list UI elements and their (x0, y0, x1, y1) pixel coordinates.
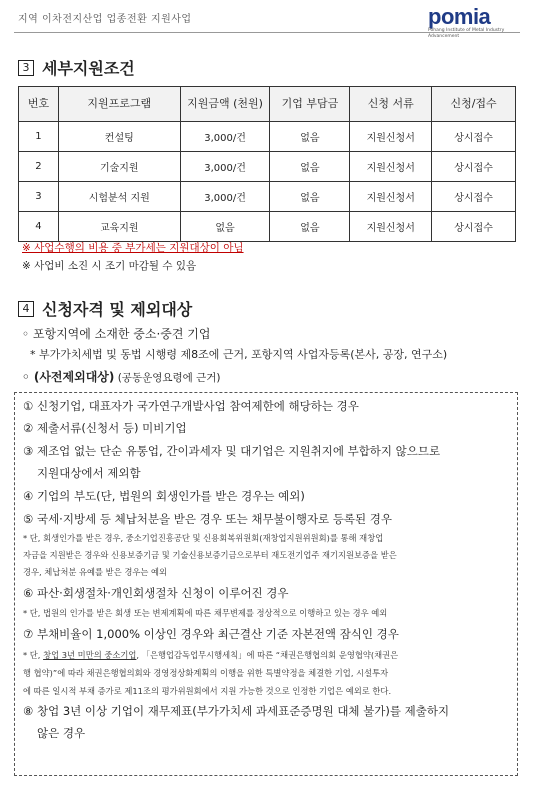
table-cell: 컨설팅 (58, 122, 180, 152)
table-row (19, 122, 516, 152)
table-cell: 지원신청서 (350, 212, 432, 242)
column-header: 신청 서류 (350, 87, 432, 122)
eligibility-subnote: * 부가가치세법 및 동법 시행령 제8조에 근거, 포항지역 사업자등록(본사, 공장, 연구소) (30, 348, 448, 361)
table-cell: 3 (19, 182, 59, 212)
table-row (19, 182, 516, 212)
list-item: ② 제출서류(신청서 등) 미비기업 (23, 421, 187, 435)
table-cell: 3,000/건 (180, 182, 270, 212)
exclusion-bullet-bold: ◦ (사전제외대상) (22, 370, 115, 384)
column-header: 기업 부담금 (270, 87, 350, 122)
footnote: * 단, 법원의 인가를 받은 회생 또는 변제계획에 따른 채무변제를 정상적으로 이행하고 있는 경우 예외 (23, 608, 388, 618)
footnote: 에 따른 일시적 부채 증가로 제11조의 평가위원회에서 지원 가능한 것으로 인정한 기업은 예외로 한다. (23, 686, 392, 696)
list-item: ③ 제조업 없는 단순 유통업, 간이과세자 및 대기업은 지원취지에 부합하지 않으므로 (23, 444, 441, 458)
table-row (19, 152, 516, 182)
column-header: 신청/접수 (432, 87, 516, 122)
table-header-row (19, 87, 516, 122)
table-cell: 4 (19, 212, 59, 242)
table-cell: 교육지원 (58, 212, 180, 242)
table-cell: 시험분석 지원 (58, 182, 180, 212)
table-cell: 3,000/건 (180, 152, 270, 182)
section4-heading (18, 297, 192, 320)
column-header: 지원금액 (천원) (180, 87, 270, 122)
logo-subtitle: Pohang Institute of Metal Industry Advancement (428, 28, 505, 39)
footnote: 경우, 체납처분 유예를 받은 경우는 예외 (23, 567, 168, 577)
table-cell: 없음 (180, 212, 270, 242)
footnote-prefix: * 단, (23, 650, 44, 660)
exclusion-bullet-rest: (공동운영요령에 근거) (114, 372, 221, 384)
table-cell: 지원신청서 (350, 152, 432, 182)
section4-number: 4 (18, 301, 34, 317)
column-header: 지원프로그램 (58, 87, 180, 122)
eligibility-bullet: ◦ 포항지역에 소재한 중소·중견 기업 (22, 327, 211, 341)
table-cell: 지원신청서 (350, 182, 432, 212)
table-cell: 없음 (270, 212, 350, 242)
header-divider (14, 32, 520, 33)
support-conditions-table (18, 86, 516, 242)
footnote: * 단, 회생인가를 받은 경우, 중소기업진흥공단 및 신용회복위원회(재창업지원위원회)를 통해 재창업 (23, 533, 384, 543)
list-item: ⑦ 부채비율이 1,000% 이상인 경우와 최근결산 기준 자본전액 잠식인 경우 (23, 627, 399, 641)
table-cell: 상시접수 (432, 122, 516, 152)
logo-text: pomia (428, 4, 491, 29)
table-cell: 상시접수 (432, 212, 516, 242)
budget-note: ※ 사업비 소진 시 조기 마감될 수 있음 (22, 260, 197, 272)
table-cell: 없음 (270, 152, 350, 182)
list-item: ④ 기업의 부도(단, 법원의 회생인가를 받은 경우는 예외) (23, 489, 305, 503)
section3-title: 세부지원조건 (42, 59, 135, 78)
list-item: ⑧ 창업 3년 이상 기업이 재무제표(부가가치세 과세표준증명원 대체 불가)를 제출하지 (23, 704, 450, 718)
column-header: 번호 (19, 87, 59, 122)
vat-note: ※ 사업수행의 비용 중 부가세는 지원대상이 아님 (22, 242, 244, 254)
list-item: ① 신청기업, 대표자가 국가연구개발사업 참여제한에 해당하는 경우 (23, 399, 359, 413)
exclusion-bullet (22, 368, 221, 385)
table-cell: 없음 (270, 122, 350, 152)
section3-heading (18, 56, 135, 79)
table-row (19, 212, 516, 242)
table-cell: 상시접수 (432, 182, 516, 212)
table-cell: 기술지원 (58, 152, 180, 182)
footnote (23, 649, 398, 661)
document-header-title: 지역 이차전지산업 업종전환 지원사업 (18, 14, 192, 25)
section3-number: 3 (18, 60, 34, 76)
section4-title: 신청자격 및 제외대상 (42, 300, 193, 319)
footnote-rest: , 「은행업감독업무시행세칙」에 따른 “채권은행협의회 운영협약(채권은 (136, 650, 399, 660)
exclusion-list-box (14, 392, 518, 776)
footnote-underlined: 창업 3년 미만의 중소기업 (43, 650, 137, 660)
table-cell: 상시접수 (432, 152, 516, 182)
footnote: 자금을 지원받은 경우와 신용보증기금 및 기술신용보증기금으로부터 재도전기업주 재기지원보증을 받은 (23, 550, 397, 560)
list-item: ⑤ 국세·지방세 등 체납처분을 받은 경우 또는 채무불이행자로 등록된 경우 (23, 512, 393, 526)
table-cell: 지원신청서 (350, 122, 432, 152)
list-item: 않은 경우 (37, 726, 86, 740)
table-cell: 2 (19, 152, 59, 182)
table-cell: 3,000/건 (180, 122, 270, 152)
list-item: 지원대상에서 제외함 (37, 466, 141, 480)
table-cell: 없음 (270, 182, 350, 212)
table-cell: 1 (19, 122, 59, 152)
list-item: ⑥ 파산·회생절차·개인회생절차 신청이 이루어진 경우 (23, 586, 289, 600)
footnote: 행 협약)”에 따라 채권은행협의회와 경영정상화계획의 이행을 위한 특별약정을 체결한 기업, 시설투자 (23, 668, 389, 678)
